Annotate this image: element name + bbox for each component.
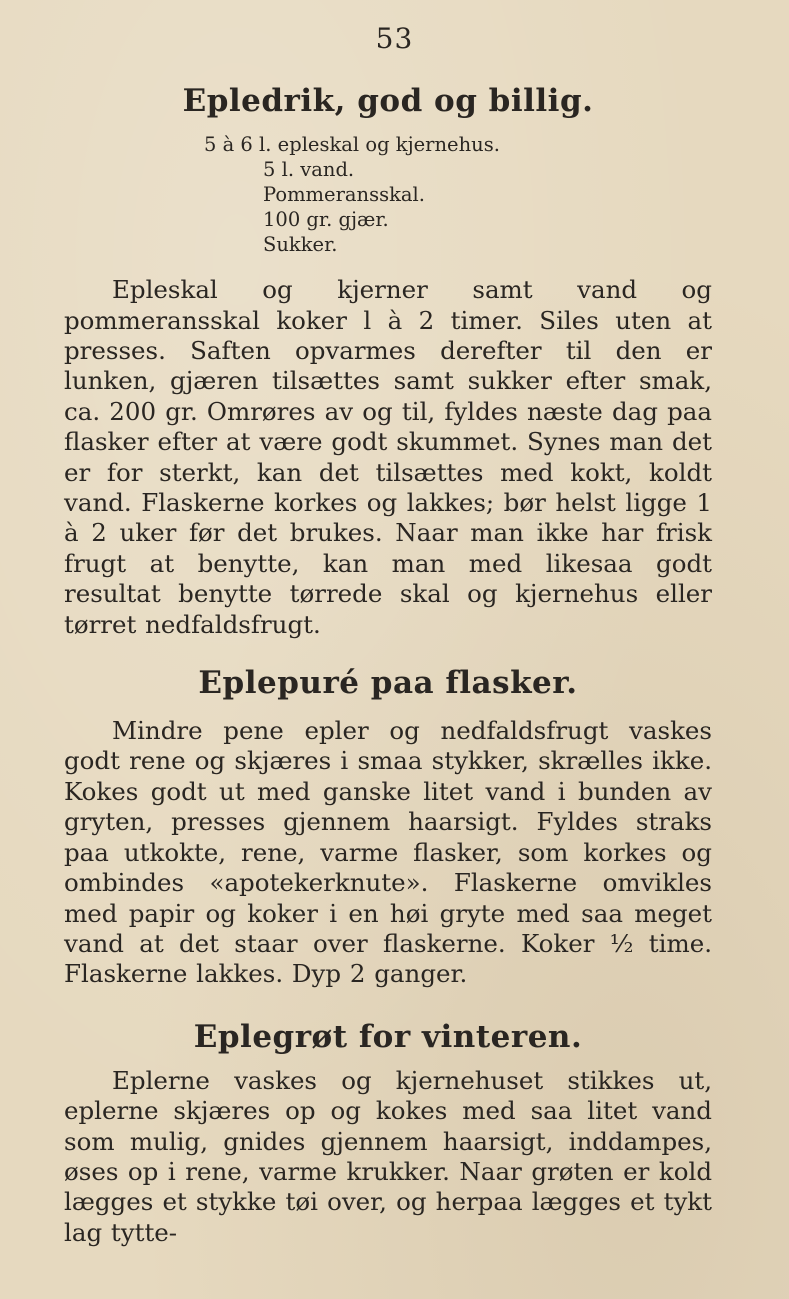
ingredient-item: 5 à 6 l. epleskal og kjernehus.: [204, 133, 500, 157]
page-content: [64, 78, 712, 1248]
page-number: 53: [375, 22, 414, 55]
recipe-title-eplepure: Eplepuré paa flasker.: [198, 664, 578, 701]
ingredient-list: [64, 132, 712, 257]
ingredient-item: Sukker.: [263, 233, 338, 257]
recipe-body-epledrik: Epleskal og kjerner samt vand og pommeransskal koker l à 2 timer. Siles uten at presses. Saften opvarmes derefter til den er lunken, gjæren tilsættes samt sukker efter smak, ca. 200 gr. Omrøres av og til, fyldes næste dag paa flasker efter at være godt skummet. Synes man det er for sterkt, kan det tilsættes med kokt, koldt vand. Flaskerne korkes og lakkes; bør helst ligge 1 à 2 uker før det brukes. Naar man ikke har frisk frugt at benytte, kan man med likesaa godt resultat benytte tørrede skal og kjernehus eller tørret nedfaldsfrugt.: [64, 275, 712, 639]
ingredient-item: Pommeransskal.: [263, 183, 425, 207]
ingredient-item: 100 gr. gjær.: [263, 208, 389, 232]
recipe-title-eplegrot: Eplegrøt for vinteren.: [193, 1018, 583, 1055]
ingredient-item: 5 l. vand.: [263, 158, 355, 182]
recipe-title-epledrik: Epledrik, god og billig.: [182, 83, 594, 119]
recipe-body-eplegrot: Eplerne vaskes og kjernehuset stikkes ut, eplerne skjæres op og kokes med saa litet vand som mulig, gnides gjennem haarsigt, inddampes, øses op i rene, varme krukker. Naar grøten er kold lægges et stykke tøi over, og herpaa lægges et tykt lag tytte-: [64, 1065, 712, 1247]
recipe-body-eplepure: Mindre pene epler og nedfaldsfrugt vaskes godt rene og skjæres i smaa stykker, skrælles ikke. Kokes godt ut med ganske litet vand i bunden av gryten, presses gjennem haarsigt. Fyldes straks paa utkokte, rene, varme flasker, som korkes og ombindes «apotekerknute». Flaskerne omvikles med papir og koker i en høi gryte med saa meget vand at det staar over flaskerne. Koker ½ time. Flaskerne lakkes. Dyp 2 ganger.: [64, 716, 712, 989]
